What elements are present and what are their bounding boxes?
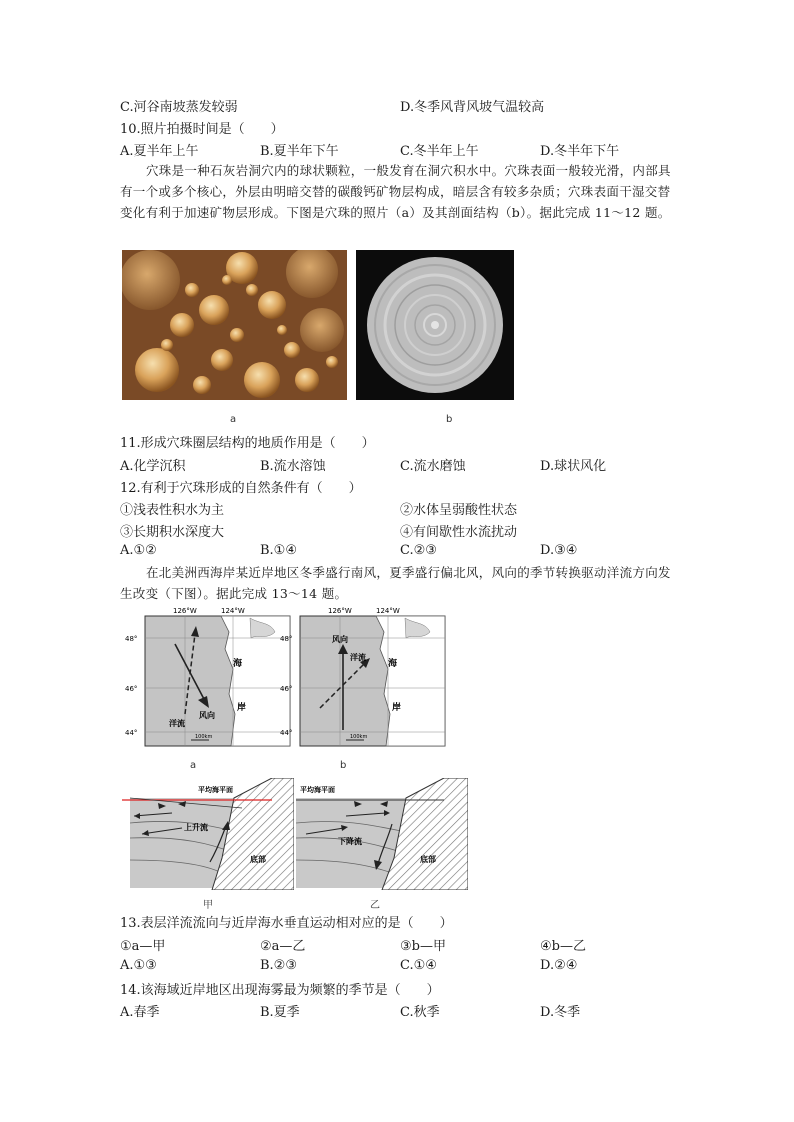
passage-cave-pearl: 穴珠是一种石灰岩洞穴内的球状颗粒，一般发育在洞穴积水中。穴珠表面一般较光滑，内部具有一个或多个核心，外层由明暗交替的碳酸钙矿物层构成，暗层含有较多杂质；穴珠表面干湿交替变化有利于加速矿物层形成。下图是穴珠的照片（a）及其剖面结构（b）。据此完成 11～12 题。 [120, 163, 671, 220]
section-yi-bottom: 底部 [420, 855, 436, 864]
map-a-lat-46: 46° [125, 685, 138, 693]
q10-option-a: A.夏半年上午 [120, 144, 199, 159]
q13-statement-2: ②a—乙 [260, 939, 306, 954]
section-caption-yi: 乙 [370, 900, 380, 911]
q12-statement-2: ②水体呈弱酸性状态 [400, 503, 518, 518]
q10-option-c: C.冬半年上午 [400, 144, 479, 159]
q13-option-b: B.②③ [260, 958, 297, 973]
map-a-lat-44: 44° [125, 729, 138, 737]
q11-option-d: D.球状风化 [540, 459, 607, 474]
q14-option-b: B.夏季 [260, 1005, 300, 1020]
q12-option-a: A.①② [120, 543, 157, 558]
map-b-lon-124: 124°W [376, 607, 400, 615]
map-b-lat-48: 48° [280, 635, 293, 643]
q12-option-d: D.③④ [540, 543, 578, 558]
q13-option-a: A.①③ [120, 958, 157, 973]
q14-option-c: C.秋季 [400, 1005, 440, 1020]
map-a-lon-124: 124°W [221, 607, 245, 615]
q14-stem: 14.该海域近岸地区出现海雾最为频繁的季节是（ ） [120, 983, 440, 998]
section-jia-upwelling: 上升流 [184, 823, 208, 832]
map-b-lat-46: 46° [280, 685, 293, 693]
map-caption-a: a [190, 760, 197, 771]
map-a-scale: 100km [195, 734, 213, 740]
map-b-scale: 100km [350, 734, 368, 740]
section-yi-sea-level: 平均海平面 [300, 786, 335, 794]
q12-option-b: B.①④ [260, 543, 297, 558]
map-a-lat-48: 48° [125, 635, 138, 643]
section-caption-jia: 甲 [203, 900, 213, 911]
q12-statement-3: ③长期积水深度大 [120, 525, 225, 540]
q9-option-c: C.河谷南坡蒸发较弱 [120, 100, 238, 115]
q14-option-a: A.春季 [120, 1005, 160, 1020]
q13-option-c: C.①④ [400, 958, 437, 973]
section-jia-sea-level: 平均海平面 [198, 786, 233, 794]
section-caption-b: b [446, 414, 453, 425]
map-a-coast-label: 岸 [237, 703, 247, 713]
map-a-lon-126: 126°W [173, 607, 197, 615]
map-a-current-label: 洋流 [169, 719, 185, 728]
q12-stem: 12.有利于穴珠形成的自然条件有（ ） [120, 481, 362, 496]
cave-pearl-cross-section [356, 250, 514, 400]
map-caption-b: b [340, 760, 347, 771]
map-b-coast-label: 岸 [392, 703, 402, 713]
map-b-lat-44: 44° [280, 729, 293, 737]
q13-statement-1: ①a—甲 [120, 939, 166, 954]
q10-stem: 10.照片拍摄时间是（ ） [120, 122, 284, 137]
q13-statement-3: ③b—甲 [400, 939, 446, 954]
q11-option-a: A.化学沉积 [120, 459, 186, 474]
q9-option-d: D.冬季风背风坡气温较高 [400, 100, 545, 115]
section-yi-downwelling: 下降流 [338, 837, 362, 846]
q12-statement-4: ④有间歇性水流扰动 [400, 525, 518, 540]
photo-caption-a: a [230, 414, 237, 425]
q13-stem: 13.表层洋流流向与近岸海水垂直运动相对应的是（ ） [120, 916, 453, 931]
q11-stem: 11.形成穴珠圈层结构的地质作用是（ ） [120, 436, 375, 451]
map-b-lon-126: 126°W [328, 607, 352, 615]
q12-option-c: C.②③ [400, 543, 437, 558]
map-a [125, 604, 295, 750]
map-b-current-label: 洋流 [350, 653, 366, 662]
section-yi [296, 778, 468, 890]
q10-option-b: B.夏半年下午 [260, 144, 339, 159]
q13-statement-4: ④b—乙 [540, 939, 586, 954]
map-b-wind-label: 风向 [332, 635, 348, 644]
q14-option-d: D.冬季 [540, 1005, 581, 1020]
passage-west-coast: 在北美洲西海岸某近岸地区冬季盛行南风，夏季盛行偏北风，风向的季节转换驱动洋流方向发生改变（下图）。据此完成 13～14 题。 [120, 565, 671, 601]
map-a-wind-label: 风向 [199, 711, 215, 720]
section-jia [122, 778, 294, 890]
q11-option-c: C.流水磨蚀 [400, 459, 466, 474]
q11-option-b: B.流水溶蚀 [260, 459, 326, 474]
q10-option-d: D.冬半年下午 [540, 144, 620, 159]
cave-pearl-photo [122, 250, 347, 400]
q12-statement-1: ①浅表性积水为主 [120, 503, 225, 518]
section-jia-bottom: 底部 [250, 855, 266, 864]
q13-option-d: D.②④ [540, 958, 578, 973]
map-a-sea-label: 海 [233, 659, 243, 669]
map-b-sea-label: 海 [388, 659, 398, 669]
map-b [280, 604, 450, 750]
